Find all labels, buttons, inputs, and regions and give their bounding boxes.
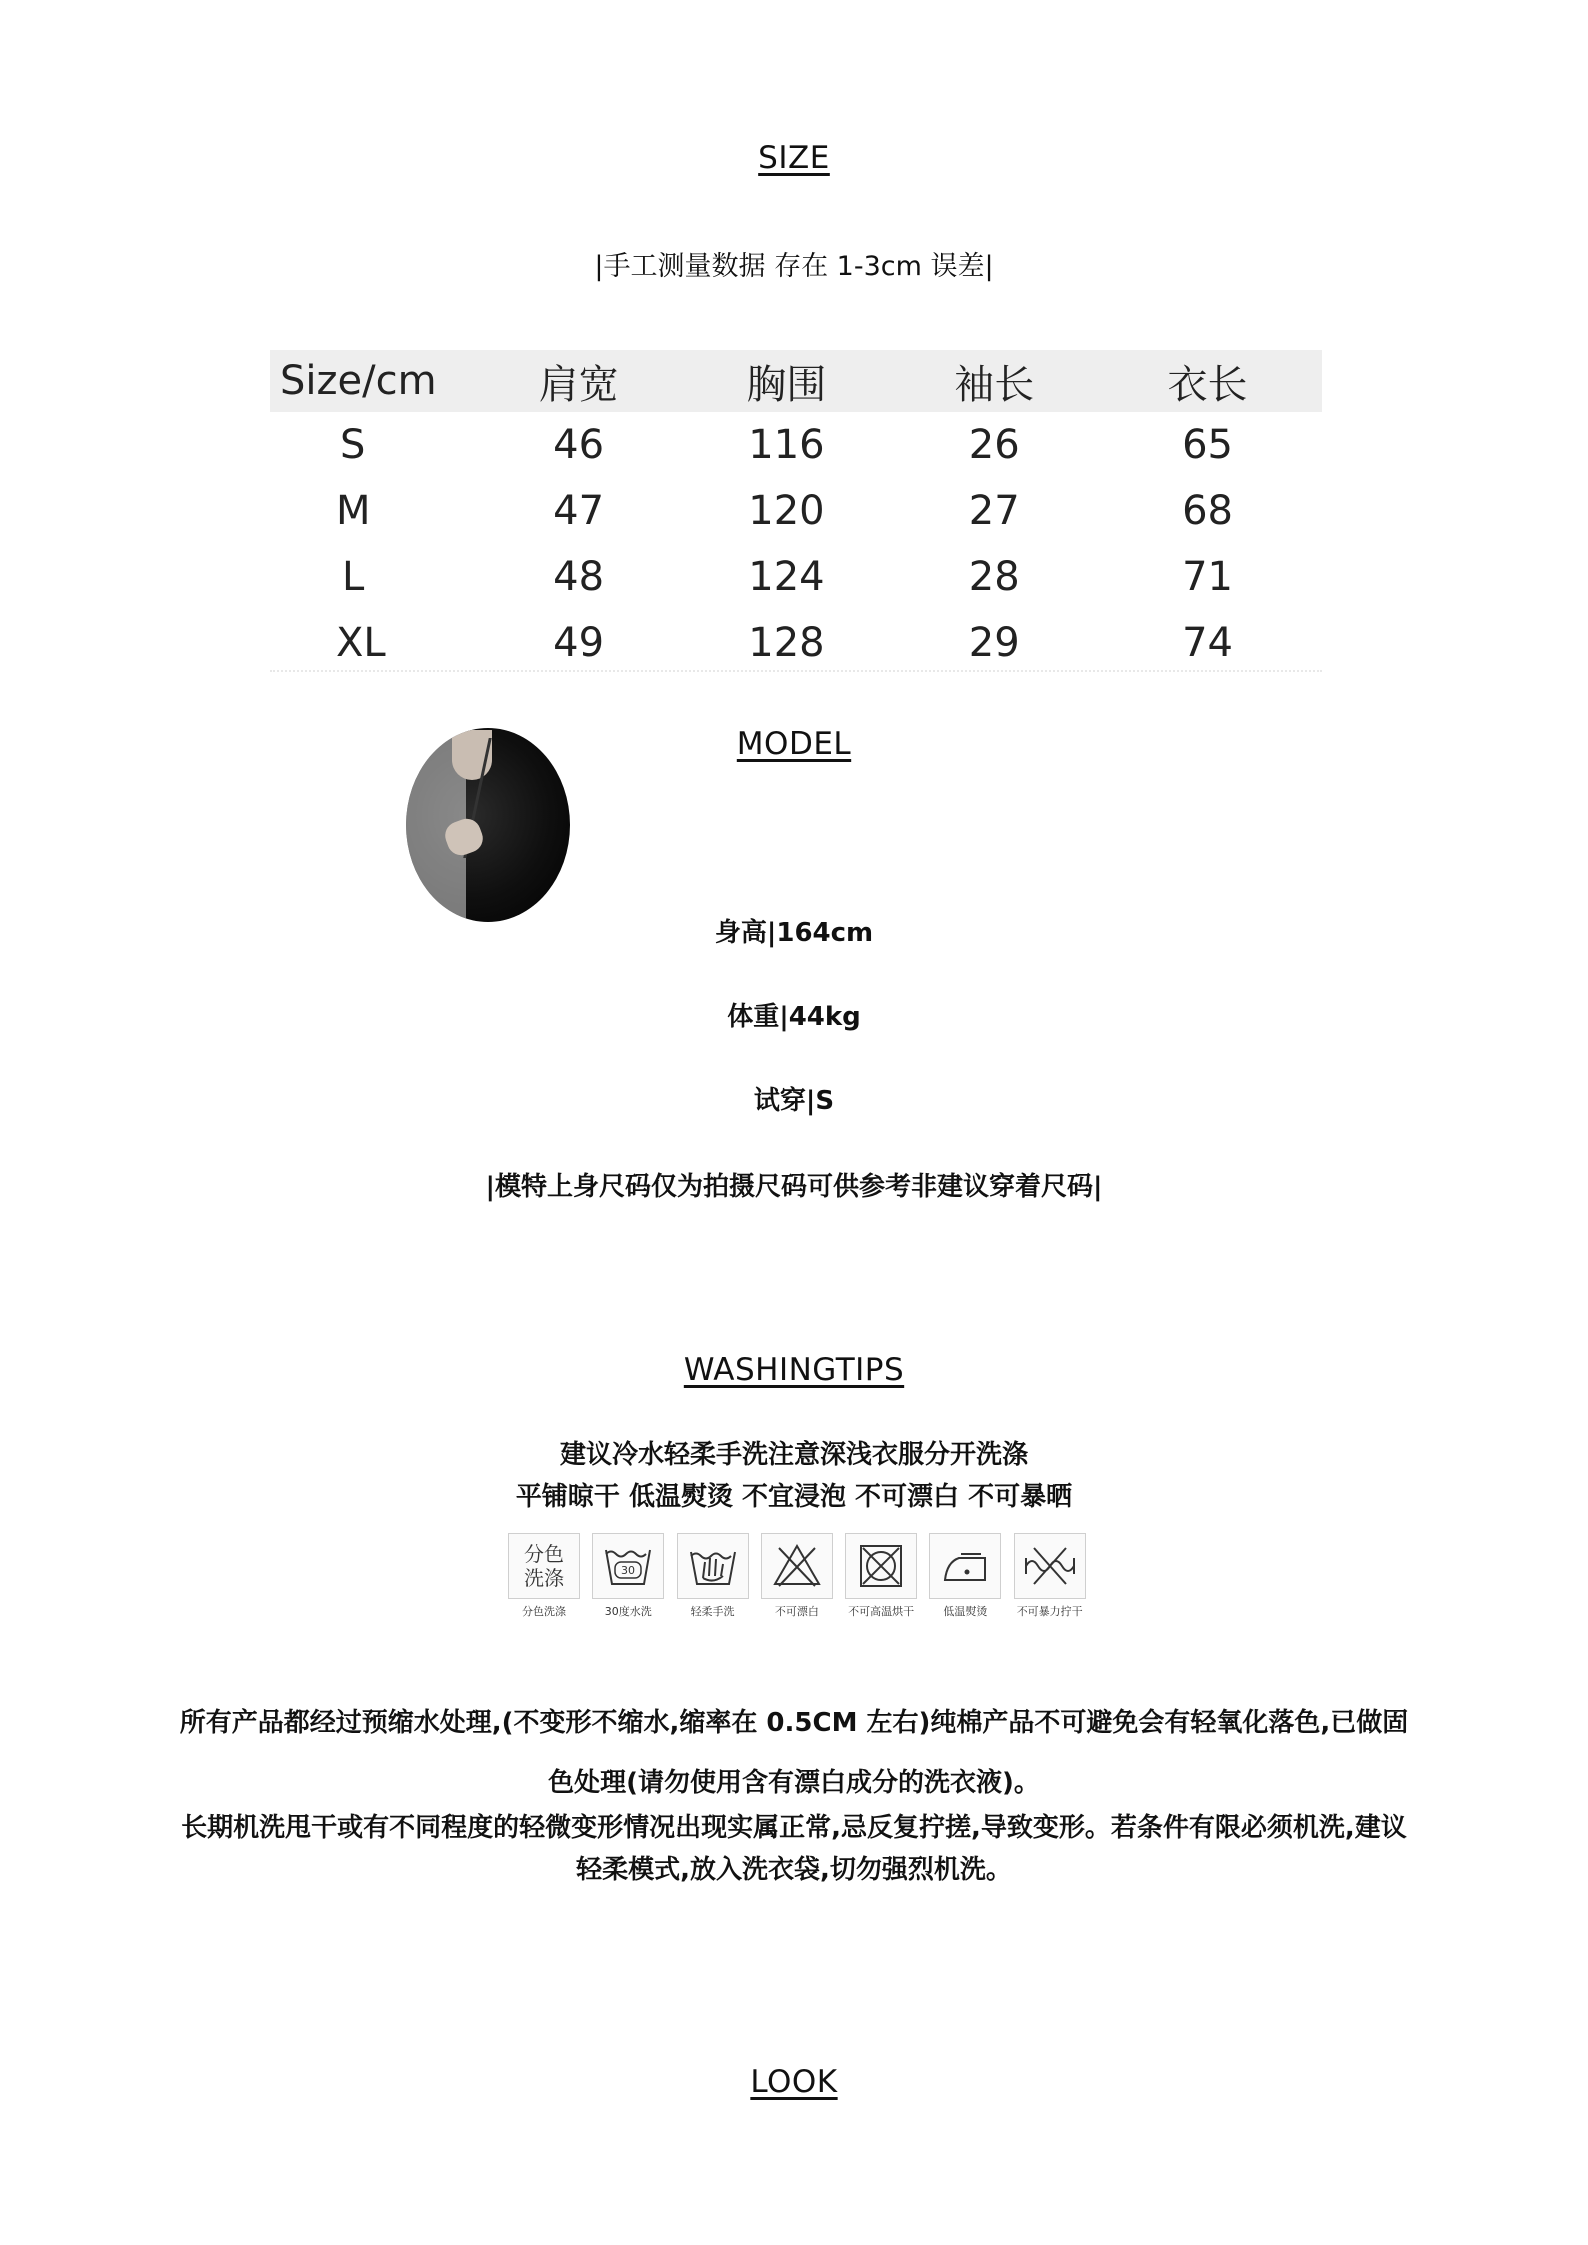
header-length: 衣长 xyxy=(1093,350,1322,412)
cell: 124 xyxy=(748,554,825,600)
table-divider xyxy=(270,670,1322,678)
care-caption: 分色洗涤 xyxy=(522,1605,566,1618)
separate-wash-label-bottom: 洗涤 xyxy=(524,1566,564,1590)
table-row xyxy=(270,544,1322,610)
care-item xyxy=(505,1533,589,1625)
care-caption: 不可暴力拧干 xyxy=(1016,1605,1083,1618)
table-row xyxy=(270,610,1322,676)
cell: 68 xyxy=(1182,488,1233,534)
header-sleeve: 袖长 xyxy=(895,350,1093,412)
cell: 71 xyxy=(1182,554,1233,600)
no-bleach-icon xyxy=(761,1533,833,1599)
care-paragraph-1a: 所有产品都经过预缩水处理,(不变形不缩水,缩率在 0.5CM 左右)纯棉产品不可避免会有轻氧化落色,已做固 xyxy=(179,1708,1409,1738)
care-paragraph-1b: 色处理(请勿使用含有漂白成分的洗衣液)。 xyxy=(548,1768,1040,1798)
no-tumble-dry-icon xyxy=(845,1533,917,1599)
wash-30-icon xyxy=(592,1533,664,1599)
model-height: 身高|164cm xyxy=(714,918,874,948)
cell: 49 xyxy=(553,620,605,666)
care-caption: 不可高温烘干 xyxy=(848,1605,915,1618)
cell: 48 xyxy=(553,554,605,600)
care-caption: 不可漂白 xyxy=(774,1605,819,1618)
size-table xyxy=(270,350,1322,676)
cell: 128 xyxy=(748,620,825,666)
cell: 29 xyxy=(968,620,1020,666)
care-icons-row xyxy=(505,1533,1095,1625)
model-weight: 体重|44kg xyxy=(727,1002,861,1032)
care-item xyxy=(842,1533,926,1625)
cell: S xyxy=(340,422,366,468)
cell: 74 xyxy=(1182,620,1233,666)
care-item xyxy=(674,1533,758,1625)
washing-line-2: 平铺晾干 低温熨烫 不宜浸泡 不可漂白 不可暴晒 xyxy=(515,1482,1073,1512)
size-heading: SIZE xyxy=(758,140,830,176)
separate-wash-icon xyxy=(508,1533,580,1599)
cell: M xyxy=(336,488,371,534)
table-row xyxy=(270,478,1322,544)
cell: 47 xyxy=(553,488,605,534)
low-iron-icon xyxy=(929,1533,1001,1599)
header-shoulder: 肩宽 xyxy=(480,350,678,412)
cell: 116 xyxy=(748,422,825,468)
cell: 27 xyxy=(968,488,1020,534)
size-table-header-row xyxy=(270,350,1322,412)
cell: 26 xyxy=(968,422,1020,468)
header-chest: 胸围 xyxy=(677,350,895,412)
care-item xyxy=(926,1533,1010,1625)
model-heading: MODEL xyxy=(736,726,852,762)
care-caption: 轻柔手洗 xyxy=(690,1605,735,1618)
cell: 46 xyxy=(553,422,605,468)
look-heading: LOOK xyxy=(750,2064,838,2100)
hand-wash-icon xyxy=(677,1533,749,1599)
model-photo xyxy=(406,728,570,922)
cell: 120 xyxy=(748,488,825,534)
washing-line-1: 建议冷水轻柔手洗注意深浅衣服分开洗涤 xyxy=(559,1440,1028,1470)
no-wring-icon xyxy=(1014,1533,1086,1599)
table-row xyxy=(270,412,1322,478)
header-size: Size/cm xyxy=(270,350,480,412)
care-item xyxy=(1011,1533,1095,1625)
wash-temperature: 30 xyxy=(621,1564,636,1577)
care-paragraph-2a: 长期机洗甩干或有不同程度的轻微变形情况出现实属正常,忌反复拧搓,导致变形。若条件有限必须机洗,建议 xyxy=(181,1813,1407,1843)
measurement-note: |手工测量数据 存在 1-3cm 误差| xyxy=(594,251,994,282)
care-caption: 低温熨烫 xyxy=(943,1605,988,1618)
separate-wash-label-top: 分色 xyxy=(524,1542,564,1566)
care-paragraph-2b: 轻柔模式,放入洗衣袋,切勿强烈机洗。 xyxy=(576,1855,1012,1885)
model-size-note: |模特上身尺码仅为拍摄尺码可供参考非建议穿着尺码| xyxy=(485,1172,1103,1202)
care-item xyxy=(589,1533,673,1625)
cell: 28 xyxy=(968,554,1020,600)
model-size: 试穿|S xyxy=(753,1086,835,1116)
care-caption: 30度水洗 xyxy=(604,1605,652,1618)
care-item xyxy=(758,1533,842,1625)
cell: XL xyxy=(336,620,386,666)
cell: L xyxy=(342,554,365,600)
washing-heading: WASHINGTIPS xyxy=(683,1352,905,1388)
cell: 65 xyxy=(1182,422,1233,468)
